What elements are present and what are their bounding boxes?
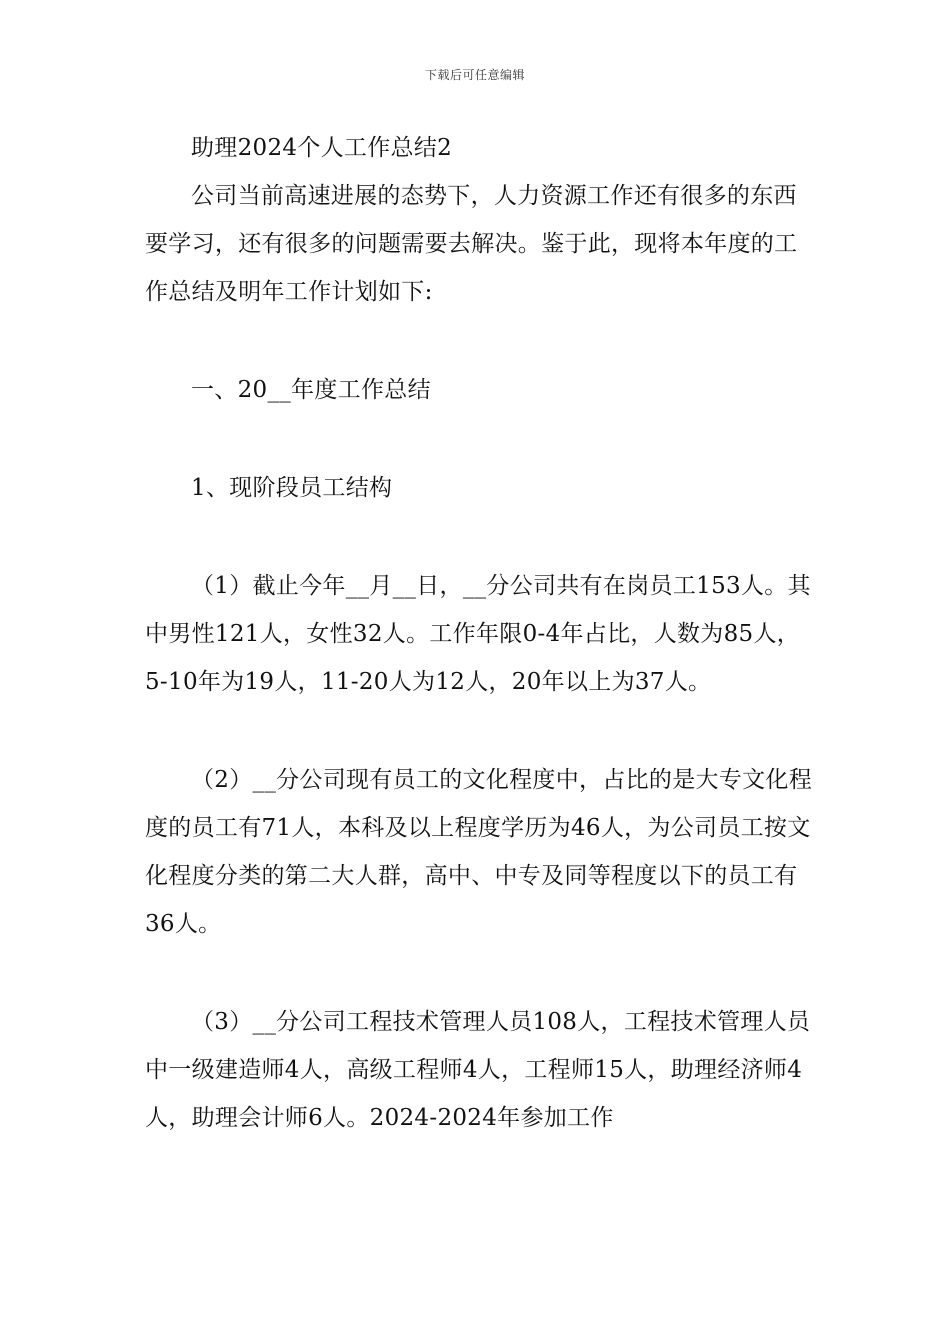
intro-paragraph: 公司当前高速进展的态势下，人力资源工作还有很多的东西要学习，还有很多的问题需要去解决。鉴于此，现将本年度的工作总结及明年工作计划如下: [145, 183, 798, 305]
spacer [145, 414, 815, 464]
paragraph-1: （1）截止今年__月__日，__分公司共有在岗员工153人。其中男性121人，女性32人。工作年限0-4年占比，人数为85人，5-10年为19人，11-20人为12人，20年以上为37人。 [145, 573, 811, 695]
document-title: 助理2024个人工作总结2 [191, 135, 453, 161]
spacer [145, 948, 815, 998]
section-heading: 一、20__年度工作总结 [191, 377, 431, 403]
document-body [145, 124, 815, 1142]
subsection-heading: 1、现阶段员工结构 [191, 475, 393, 501]
paragraph-3: （3）__分公司工程技术管理人员108人，工程技术管理人员中一级建造师4人，高级工程师4人，工程师15人，助理经济师4人，助理会计师6人。2024-2024年参加工作 [145, 1009, 811, 1131]
spacer [145, 512, 815, 562]
spacer [145, 316, 815, 366]
spacer [145, 706, 815, 756]
paragraph-2: （2）__分公司现有员工的文化程度中，占比的是大专文化程度的员工有71人，本科及以上程度学历为46人，为公司员工按文化程度分类的第二大人群，高中、中专及同等程度以下的员工有36人。 [145, 767, 813, 937]
header-note: 下载后可任意编辑 [424, 68, 525, 82]
